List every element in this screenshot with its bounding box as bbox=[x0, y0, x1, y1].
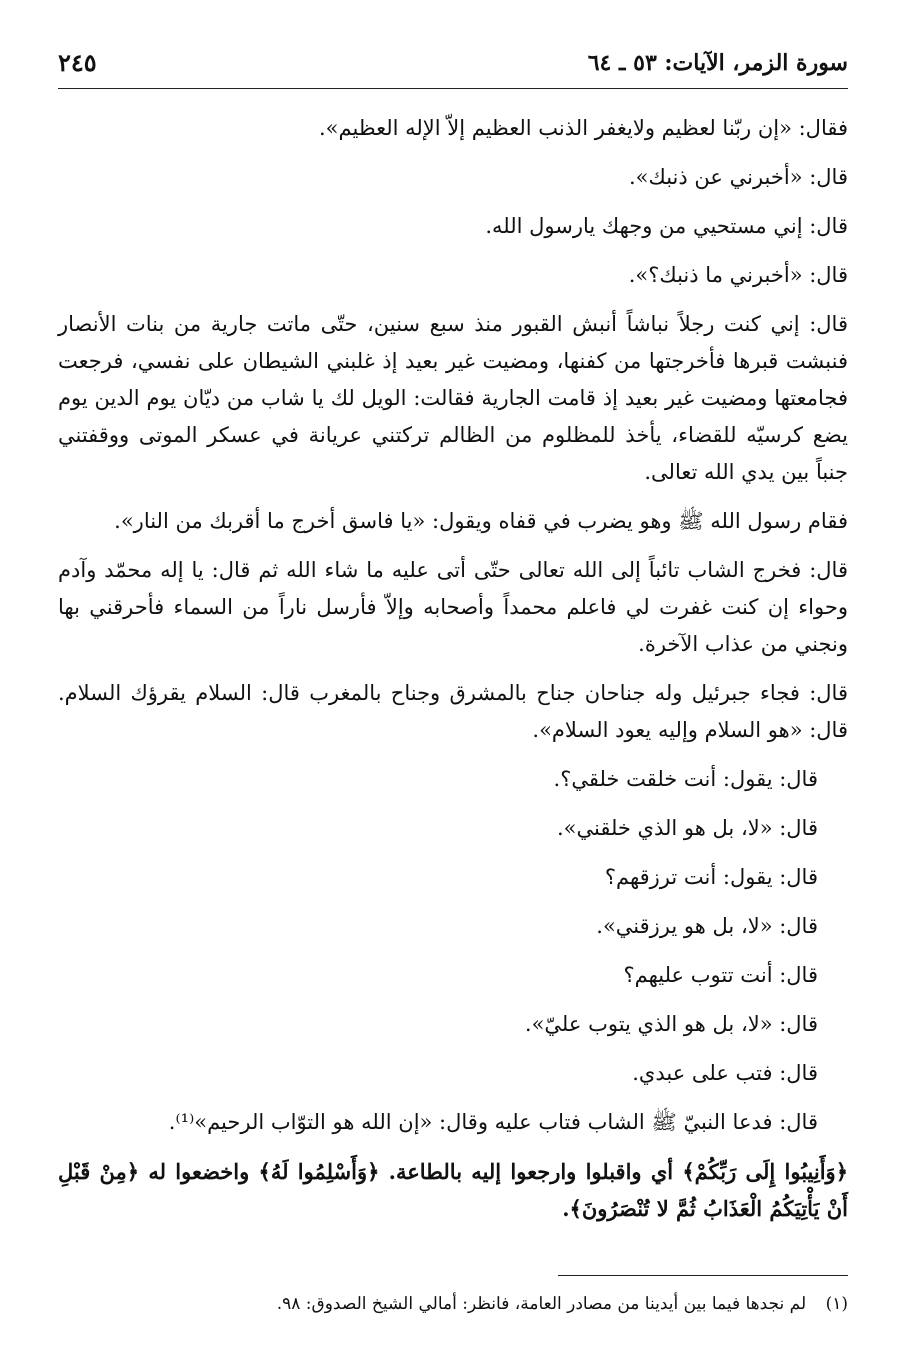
paragraph: قال: «لا، بل هو الذي خلقني». bbox=[556, 816, 818, 840]
paragraph: قال: فدعا النبيّ ﷺ الشاب فتاب عليه وقال: «إن الله هو التوّاب الرحيم»⁽¹⁾. bbox=[168, 1110, 818, 1134]
footnote bbox=[58, 1290, 848, 1318]
footnote-marker: (١) bbox=[825, 1294, 848, 1314]
paragraph: قال: فتب على عبدي. bbox=[632, 1061, 818, 1085]
footnote-text: لم نجدها فيما بين أيدينا من مصادر العامة، فانظر: أمالي الشيخ الصدوق: ٩٨. bbox=[276, 1294, 807, 1314]
paragraph: قال: أنت تتوب عليهم؟ bbox=[623, 963, 818, 987]
paragraph: فقام رسول الله ﷺ وهو يضرب في قفاه ويقول: «يا فاسق أخرج ما أقربك من النار». bbox=[114, 509, 848, 533]
paragraph: قال: يقول: أنت ترزقهم؟ bbox=[604, 865, 818, 889]
page-header bbox=[58, 44, 848, 89]
paragraph: قال: «لا، بل هو الذي يتوب عليّ». bbox=[524, 1012, 818, 1036]
paragraph: قال: «أخبرني ما ذنبك؟». bbox=[628, 263, 848, 287]
verse-paragraph: ﴿وَأَنِيبُوا إِلَى رَبِّكُمْ﴾ أي واقبلوا وارجعوا إليه بالطاعة. ﴿وَأَسْلِمُوا لَهُ﴾ واخضعوا له ﴿مِنْ قَبْلِ أَنْ يَأْتِيَكُمُ الْعَذَابُ ثُمَّ لا تُنْصَرُونَ﴾. bbox=[58, 1159, 848, 1221]
page-number: ٢٤٥ bbox=[58, 48, 97, 77]
footnote-divider bbox=[558, 1275, 848, 1276]
running-title: سورة الزمر، الآيات: ٥٣ ـ ٦٤ bbox=[587, 50, 848, 76]
body-text bbox=[58, 110, 848, 1239]
paragraph: قال: إني كنت رجلاً نباشاً أنبش القبور منذ سبع سنين، حتّى ماتت جارية من بنات الأنصار فنبشت قبرها فأخرجتها من كفنها، ومضيت غير بعيد إذ غلبني الشيطان على نفسي، فرجعت فجامعتها ومضيت غير بعيد إذ قامت الجارية فقالت: الويل لك يا شاب من ديّان يوم الدين يوم يضع كرسيّه للقضاء، يأخذ للمظلوم من الظالم تركتني عريانة في عسكر الموتى ووقفتني جنباً بين يدي الله تعالى. bbox=[58, 312, 848, 484]
paragraph: قال: إني مستحيي من وجهك يارسول الله. bbox=[485, 214, 848, 238]
paragraph: قال: «لا، بل هو يرزقني». bbox=[596, 914, 818, 938]
paragraph: قال: «أخبرني عن ذنبك». bbox=[628, 165, 848, 189]
paragraph: قال: يقول: أنت خلقت خلقي؟. bbox=[553, 767, 818, 791]
paragraph: قال: فجاء جبرئيل وله جناحان جناح بالمشرق وجناح بالمغرب قال: السلام يقرؤك السلام. قال: «هو السلام وإليه يعود السلام». bbox=[58, 681, 848, 742]
paragraph: فقال: «إن ربّنا لعظيم ولايغفر الذنب العظيم إلاّ الإله العظيم». bbox=[319, 116, 848, 140]
paragraph: قال: فخرج الشاب تائباً إلى الله تعالى حتّى أتى عليه ما شاء الله ثم قال: يا إله محمّد وآدم وحواء إن كنت غفرت لي فاعلم محمداً وأصحابه وإلاّ فأرسل ناراً من السماء فأحرقني بها ونجني من عذاب الآخرة. bbox=[58, 558, 848, 656]
